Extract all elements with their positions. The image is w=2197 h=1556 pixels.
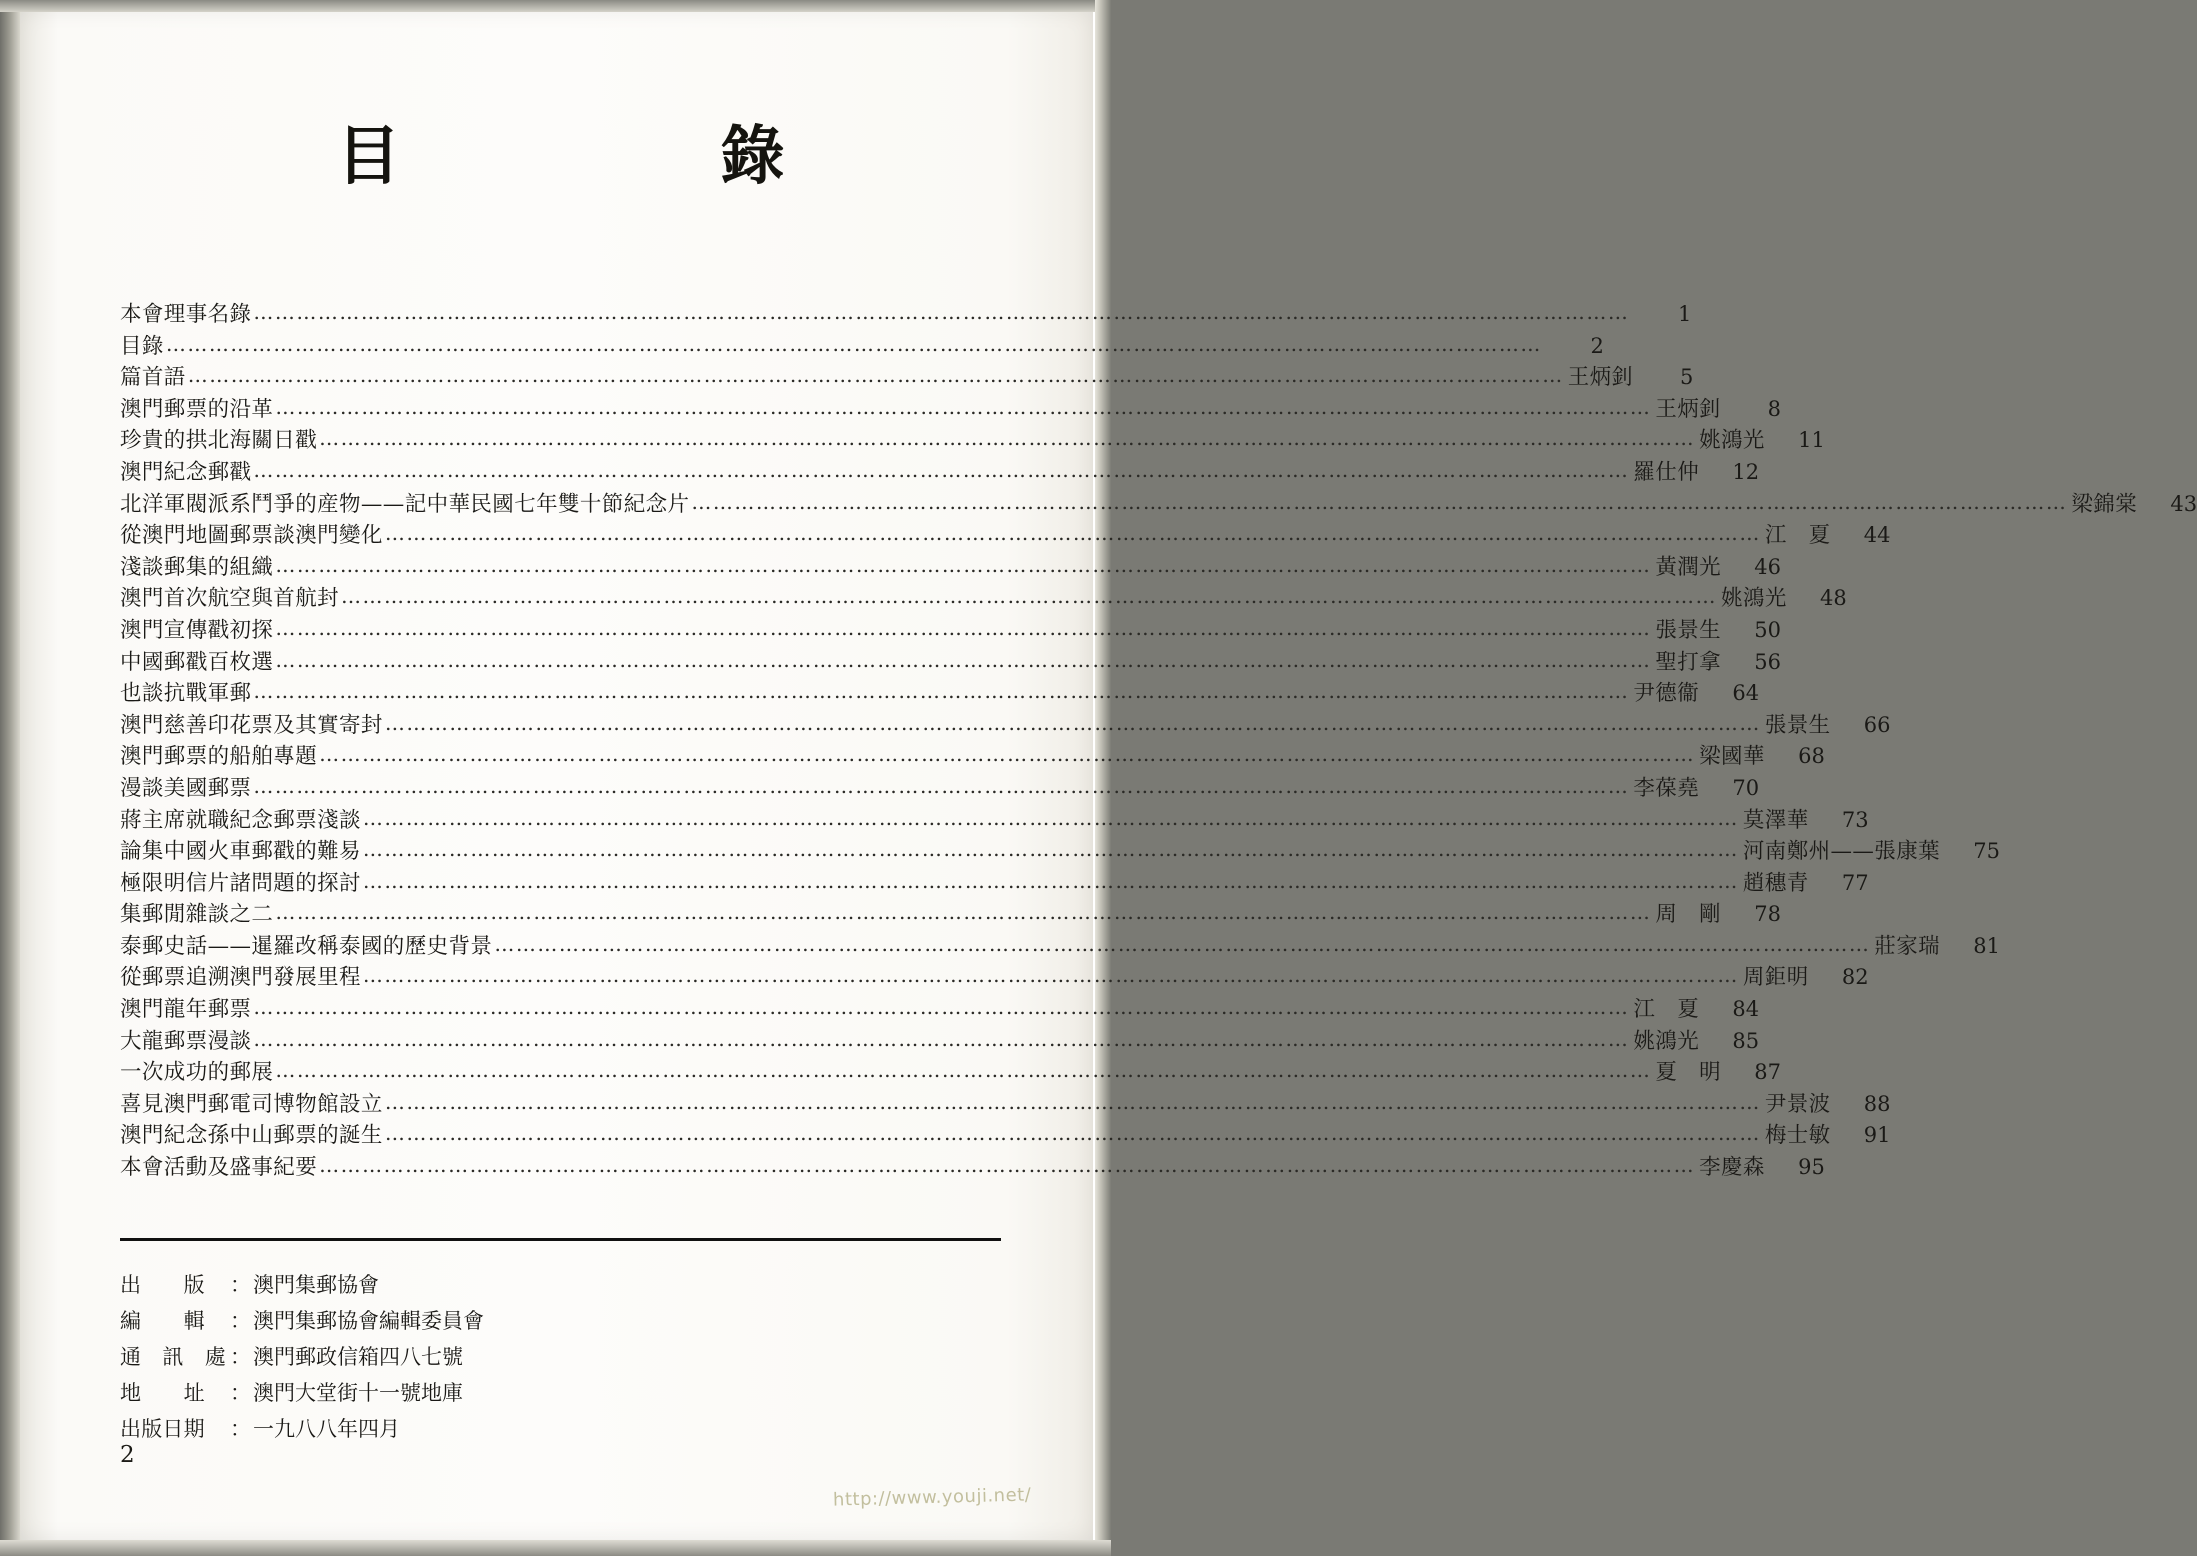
toc-entry-page: 44 bbox=[1863, 523, 1891, 548]
toc-entry-title: 篇首語 bbox=[120, 365, 186, 391]
toc-entry-author: 李葆堯 bbox=[1633, 775, 1700, 801]
colophon-value: 一九八八年四月 bbox=[253, 1417, 400, 1442]
toc-entry-page: 12 bbox=[1732, 459, 1760, 484]
colophon-separator: ： bbox=[230, 1344, 251, 1369]
toc-entry-title: 蔣主席就職紀念郵票淺談 bbox=[120, 807, 361, 833]
page-number: 2 bbox=[120, 1442, 135, 1468]
toc-entry-page: 84 bbox=[1732, 997, 1760, 1022]
colophon-row bbox=[120, 1303, 1061, 1339]
colophon-value: 澳門集郵協會 bbox=[253, 1272, 379, 1297]
toc-entry[interactable] bbox=[120, 645, 1782, 677]
toc-entry-author: 梅士敏 bbox=[1764, 1123, 1831, 1149]
colophon-row bbox=[120, 1267, 1061, 1303]
toc-entry-page: 2 bbox=[1590, 333, 1604, 358]
toc-entry-title: 集郵閒雜談之二 bbox=[120, 902, 274, 928]
toc-leader-dots: ………………………………………………………………………………………………………………………………………………………………………… bbox=[362, 963, 1739, 988]
toc-entry-title: 從郵票追溯澳門發展里程 bbox=[120, 965, 361, 991]
toc-entry[interactable] bbox=[120, 455, 1760, 487]
toc-entry[interactable] bbox=[120, 518, 1891, 550]
colophon-label: 編 輯 bbox=[120, 1308, 205, 1333]
scan-edge-bottom bbox=[0, 1540, 1111, 1556]
toc-entry-page: 1 bbox=[1678, 302, 1692, 326]
toc-entry[interactable] bbox=[120, 423, 1825, 455]
toc-entry-title: 澳門郵票的船舶專題 bbox=[120, 744, 318, 770]
toc-entry-title: 論集中國火車郵戳的難易 bbox=[120, 839, 361, 865]
toc-leader-dots: ………………………………………………………………………………………………………………………………………………………………………… bbox=[691, 489, 2068, 514]
toc-entry-page: 87 bbox=[1754, 1060, 1782, 1085]
toc-entry-author: 尹景波 bbox=[1764, 1091, 1831, 1117]
toc-entry-title: 中國郵戳百枚選 bbox=[120, 649, 274, 675]
toc-entry-author: 姚鴻光 bbox=[1721, 586, 1787, 612]
toc-entry[interactable] bbox=[120, 897, 1782, 929]
toc-entry-author: 江 夏 bbox=[1633, 997, 1700, 1023]
toc-entry-title: 極限明信片諸問題的探討 bbox=[120, 870, 361, 896]
toc-entry[interactable] bbox=[120, 392, 1782, 424]
colophon-value: 澳門郵政信箱四八七號 bbox=[253, 1344, 463, 1369]
toc-entry-page: 75 bbox=[1973, 839, 2001, 864]
toc-entry[interactable] bbox=[120, 1150, 1825, 1182]
toc-entry-page: 91 bbox=[1863, 1123, 1891, 1148]
toc-leader-dots: ………………………………………………………………………………………………………………………………………………………………………… bbox=[253, 773, 1630, 798]
toc-entry-title: 一次成功的郵展 bbox=[120, 1060, 274, 1086]
toc-entry-author: 李慶森 bbox=[1699, 1155, 1765, 1181]
toc-entry[interactable] bbox=[120, 708, 1891, 740]
toc-entry-page: 78 bbox=[1754, 902, 1782, 927]
colophon-separator: ： bbox=[230, 1380, 251, 1405]
toc-entry-page: 70 bbox=[1732, 775, 1760, 800]
toc-leader-dots: ………………………………………………………………………………………………………………………………………………………………………… bbox=[384, 710, 1761, 735]
toc-entry-author: 梁錦棠 bbox=[2071, 491, 2138, 517]
toc-entry-page: 64 bbox=[1732, 681, 1760, 706]
toc-entry-author: 趙穗青 bbox=[1742, 870, 1809, 896]
toc-entry-page: 73 bbox=[1841, 807, 1869, 832]
toc-entry-author: 聖打拿 bbox=[1655, 649, 1722, 675]
section-divider bbox=[120, 1238, 1001, 1241]
toc-entry[interactable] bbox=[120, 1055, 1782, 1087]
toc-entry-title: 泰郵史話——暹羅改稱泰國的歷史背景 bbox=[120, 933, 493, 959]
toc-entry-title: 目錄 bbox=[120, 333, 164, 359]
toc-entry[interactable] bbox=[120, 1087, 1891, 1119]
colophon-separator: ： bbox=[230, 1272, 251, 1297]
toc-leader-dots: ………………………………………………………………………………………………………………………………………………………………………… bbox=[253, 995, 1630, 1020]
toc-entry-page: 48 bbox=[1819, 586, 1847, 611]
toc-entry-title: 澳門紀念孫中山郵票的誕生 bbox=[120, 1123, 383, 1149]
toc-entry[interactable] bbox=[120, 771, 1760, 803]
toc-entry-page: 85 bbox=[1732, 1028, 1760, 1053]
toc-entry-page: 66 bbox=[1863, 712, 1891, 737]
toc-entry-author: 周鉅明 bbox=[1742, 965, 1809, 991]
toc-entry[interactable] bbox=[120, 550, 1782, 582]
toc-entry-page: 8 bbox=[1767, 396, 1782, 421]
page-content bbox=[60, 30, 2197, 1526]
page-title: 目 錄 bbox=[336, 119, 849, 194]
toc-entry-title: 本會理事名錄 bbox=[120, 302, 252, 327]
toc-entry-author: 梁國華 bbox=[1699, 744, 1765, 770]
toc-entry-title: 喜見澳門郵電司博物館設立 bbox=[120, 1091, 383, 1117]
toc-entry-author: 莫澤華 bbox=[1742, 807, 1809, 833]
toc-entry-title: 澳門首次航空與首航封 bbox=[120, 586, 340, 612]
toc-entry[interactable] bbox=[120, 960, 1869, 992]
toc-entry[interactable] bbox=[120, 329, 1604, 361]
toc-entry-author: 河南鄭州——張康葉 bbox=[1742, 839, 1941, 865]
toc-entry-author: 莊家瑞 bbox=[1874, 933, 1941, 959]
watermark-url: http://www.youji.net/ bbox=[832, 1484, 1032, 1511]
colophon-row bbox=[120, 1339, 1061, 1375]
toc-entry-title: 淺談郵集的組織 bbox=[120, 554, 274, 580]
toc-entry-author: 尹德衞 bbox=[1633, 681, 1700, 707]
toc-leader-dots: ………………………………………………………………………………………………………………………………………………………………………… bbox=[253, 679, 1630, 704]
toc-leader-dots: ………………………………………………………………………………………………………………………………………………………………………… bbox=[275, 900, 1652, 925]
colophon-row bbox=[120, 1375, 1061, 1411]
toc-entry[interactable] bbox=[120, 803, 1869, 835]
colophon-separator: ： bbox=[230, 1308, 251, 1333]
colophon-label: 出版日期 bbox=[120, 1417, 205, 1442]
toc-leader-dots: ………………………………………………………………………………………………………………………………………………………………………… bbox=[275, 1058, 1652, 1083]
toc-entry-author: 王炳釗 bbox=[1567, 365, 1634, 391]
toc-entry[interactable] bbox=[120, 866, 1869, 898]
toc-entry[interactable] bbox=[120, 487, 2197, 519]
colophon-label: 地 址 bbox=[120, 1380, 205, 1405]
toc-entry-page: 56 bbox=[1754, 649, 1782, 674]
toc-entry-page: 95 bbox=[1798, 1155, 1825, 1180]
toc-entry[interactable] bbox=[120, 360, 1694, 392]
toc-leader-dots: ………………………………………………………………………………………………………………………………………………………………………… bbox=[253, 457, 1630, 482]
toc-entry-title: 澳門宣傳戳初探 bbox=[120, 617, 274, 643]
scan-edge-left bbox=[0, 0, 20, 1556]
toc-entry-page: 43 bbox=[2170, 491, 2197, 516]
toc-entry-author: 黃潤光 bbox=[1655, 554, 1722, 580]
toc-leader-dots: ………………………………………………………………………………………………………………………………………………………………………… bbox=[253, 1026, 1630, 1051]
toc-entry-page: 68 bbox=[1798, 744, 1825, 769]
toc-leader-dots: ………………………………………………………………………………………………………………………………………………………………………… bbox=[275, 552, 1652, 577]
toc-entry-author: 江 夏 bbox=[1764, 523, 1831, 549]
toc-entry[interactable] bbox=[120, 992, 1760, 1024]
toc-leader-dots: ………………………………………………………………………………………………………………………………………………………………………… bbox=[253, 300, 1630, 324]
toc-entry-title: 珍貴的拱北海關日戳 bbox=[120, 428, 318, 454]
toc-leader-dots: ………………………………………………………………………………………………………………………………………………………………………… bbox=[384, 521, 1761, 546]
table-of-contents bbox=[60, 297, 2197, 1182]
toc-entry[interactable] bbox=[120, 834, 2001, 866]
toc-entry-page: 46 bbox=[1754, 554, 1782, 579]
toc-entry-page: 81 bbox=[1973, 933, 2001, 958]
colophon-label: 出 版 bbox=[120, 1272, 205, 1297]
toc-entry[interactable] bbox=[120, 1024, 1760, 1056]
colophon-value: 澳門集郵協會編輯委員會 bbox=[253, 1308, 484, 1333]
toc-leader-dots: ………………………………………………………………………………………………………………………………………………………………………… bbox=[165, 331, 1542, 356]
toc-entry-author: 王炳釗 bbox=[1655, 396, 1722, 422]
toc-leader-dots: ………………………………………………………………………………………………………………………………………………………………………… bbox=[384, 1121, 1761, 1146]
toc-entry[interactable] bbox=[120, 297, 1692, 329]
toc-entry[interactable] bbox=[120, 613, 1782, 645]
toc-entry[interactable] bbox=[120, 1118, 1891, 1150]
toc-leader-dots: ………………………………………………………………………………………………………………………………………………………………………… bbox=[362, 868, 1739, 893]
toc-leader-dots: ………………………………………………………………………………………………………………………………………………………………………… bbox=[362, 805, 1739, 830]
colophon-label: 通 訊 處 bbox=[120, 1344, 226, 1369]
toc-entry-author: 羅仕仲 bbox=[1633, 459, 1700, 485]
colophon-value: 澳門大堂街十一號地庫 bbox=[253, 1380, 463, 1405]
toc-leader-dots: ………………………………………………………………………………………………………………………………………………………………………… bbox=[319, 742, 1696, 767]
colophon-row bbox=[120, 1411, 1061, 1447]
toc-entry[interactable] bbox=[120, 739, 1825, 771]
toc-leader-dots: ………………………………………………………………………………………………………………………………………………………………………… bbox=[319, 1153, 1696, 1178]
colophon-separator: ： bbox=[230, 1417, 251, 1442]
toc-entry-title: 大龍郵票漫談 bbox=[120, 1028, 252, 1054]
toc-leader-dots: ………………………………………………………………………………………………………………………………………………………………………… bbox=[275, 615, 1652, 640]
toc-entry-author: 張景生 bbox=[1764, 712, 1831, 738]
toc-entry-author: 夏 明 bbox=[1655, 1060, 1722, 1086]
toc-entry-page: 5 bbox=[1680, 365, 1694, 390]
toc-leader-dots: ………………………………………………………………………………………………………………………………………………………………………… bbox=[384, 1089, 1761, 1114]
toc-entry-title: 也談抗戰軍郵 bbox=[120, 681, 252, 707]
toc-leader-dots: ………………………………………………………………………………………………………………………………………………………………………… bbox=[187, 363, 1564, 388]
toc-entry-title: 北洋軍閥派系鬥爭的産物——記中華民國七年雙十節紀念片 bbox=[120, 491, 690, 517]
toc-entry-title: 澳門慈善印花票及其實寄封 bbox=[120, 712, 383, 738]
toc-entry-page: 82 bbox=[1841, 965, 1869, 990]
toc-leader-dots: ………………………………………………………………………………………………………………………………………………………………………… bbox=[362, 837, 1739, 862]
toc-entry-author: 姚鴻光 bbox=[1699, 428, 1765, 454]
toc-entry-title: 澳門龍年郵票 bbox=[120, 997, 252, 1023]
toc-entry-page: 88 bbox=[1863, 1091, 1891, 1116]
toc-entry[interactable] bbox=[120, 929, 2001, 961]
toc-leader-dots: ………………………………………………………………………………………………………………………………………………………………………… bbox=[494, 931, 1871, 956]
toc-entry-title: 本會活動及盛事紀要 bbox=[120, 1155, 318, 1181]
toc-leader-dots: ………………………………………………………………………………………………………………………………………………………………………… bbox=[319, 426, 1696, 451]
toc-entry-page: 11 bbox=[1798, 428, 1825, 453]
toc-leader-dots: ………………………………………………………………………………………………………………………………………………………………………… bbox=[275, 647, 1652, 672]
toc-entry[interactable] bbox=[120, 676, 1760, 708]
toc-entry-title: 澳門郵票的沿革 bbox=[120, 396, 274, 422]
toc-entry[interactable] bbox=[120, 581, 1847, 613]
toc-entry-title: 漫談美國郵票 bbox=[120, 775, 252, 801]
toc-entry-page: 77 bbox=[1841, 870, 1869, 895]
colophon bbox=[120, 1267, 1061, 1448]
toc-entry-title: 從澳門地圖郵票談澳門變化 bbox=[120, 523, 383, 549]
toc-leader-dots: ………………………………………………………………………………………………………………………………………………………………………… bbox=[341, 584, 1718, 609]
scan-edge-top bbox=[0, 0, 1111, 12]
toc-leader-dots: ………………………………………………………………………………………………………………………………………………………………………… bbox=[275, 394, 1652, 419]
toc-entry-author: 姚鴻光 bbox=[1633, 1028, 1700, 1054]
toc-entry-author: 周 剛 bbox=[1655, 902, 1722, 928]
toc-entry-author: 張景生 bbox=[1655, 617, 1722, 643]
toc-entry-page: 50 bbox=[1754, 617, 1782, 642]
toc-entry-title: 澳門紀念郵戳 bbox=[120, 459, 252, 485]
